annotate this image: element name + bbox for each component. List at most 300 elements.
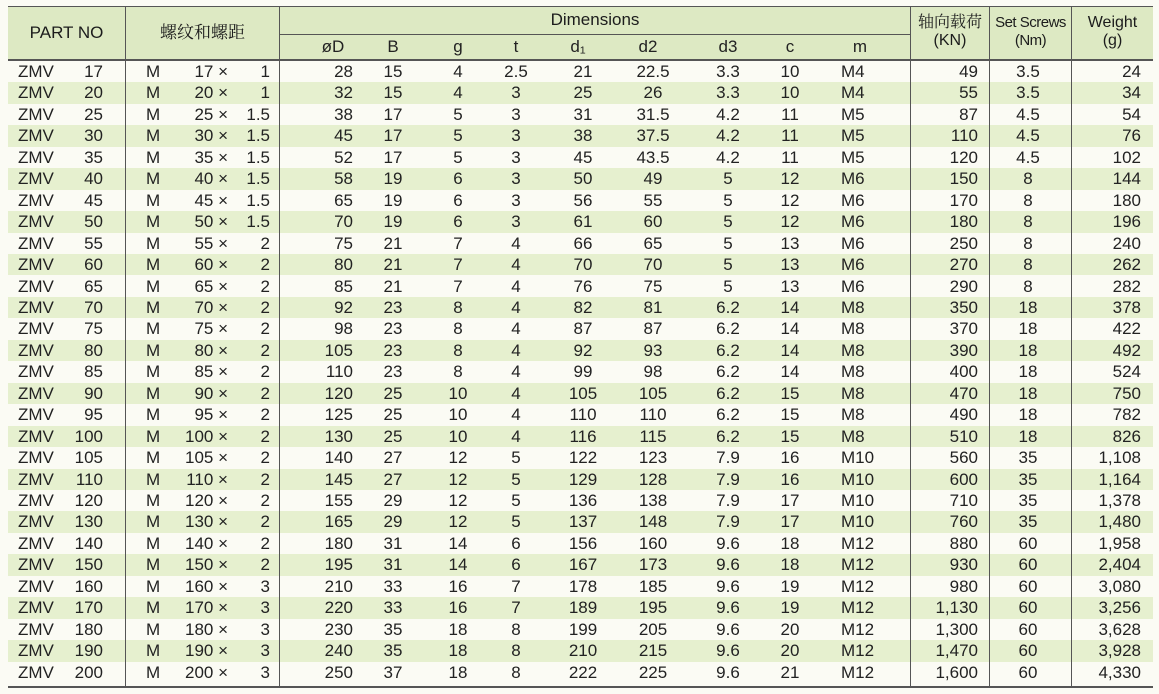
cell-od: 180 xyxy=(324,533,353,553)
cell-thread-pitch: 2 xyxy=(260,362,270,382)
cell-b: 15 xyxy=(383,62,403,81)
cell-thread-pitch: 2 xyxy=(260,555,270,575)
cell-part-size: 110 xyxy=(75,469,103,489)
cell-c: 19 xyxy=(780,598,800,618)
cell-thread-size: 60 × xyxy=(194,255,228,275)
cell-thread-pitch: 2 xyxy=(260,255,270,275)
cell-thread-m: M xyxy=(146,190,161,210)
cell-d3: 7.9 xyxy=(716,491,740,510)
cell-part-prefix: ZMV xyxy=(18,426,54,446)
cell-t: 7 xyxy=(511,598,521,618)
cell-thread-m: M xyxy=(146,619,161,639)
cell-d3: 7.9 xyxy=(716,512,740,532)
cell-thread-m: M xyxy=(146,62,161,81)
cell-d3: 3.3 xyxy=(716,83,740,103)
cell-m: M10 xyxy=(841,469,875,489)
cell-thread-m: M xyxy=(146,83,161,103)
cell-weight: 54 xyxy=(1122,104,1141,124)
cell-b: 31 xyxy=(383,555,403,575)
cell-part-prefix: ZMV xyxy=(18,362,54,382)
cell-thread-m: M xyxy=(146,469,161,489)
cell-axial-load: 560 xyxy=(949,448,978,468)
cell-thread-pitch: 3 xyxy=(260,576,270,596)
table-row xyxy=(8,619,1153,640)
cell-g: 12 xyxy=(448,491,468,510)
cell-c: 10 xyxy=(780,62,800,81)
cell-d2: 65 xyxy=(643,233,663,253)
cell-axial-load: 120 xyxy=(949,147,978,167)
cell-m: M10 xyxy=(841,512,875,532)
cell-axial-load: 49 xyxy=(959,62,978,81)
cell-od: 110 xyxy=(325,362,353,382)
col-g: g xyxy=(453,37,463,56)
table-row xyxy=(8,404,1153,425)
cell-weight: 196 xyxy=(1112,212,1141,232)
cell-g: 8 xyxy=(453,340,463,360)
cell-thread-m: M xyxy=(146,340,161,360)
cell-c: 15 xyxy=(780,426,800,446)
cell-set-screws: 60 xyxy=(1018,555,1038,575)
cell-thread-m: M xyxy=(146,233,161,253)
cell-b: 29 xyxy=(383,512,403,532)
cell-c: 18 xyxy=(780,555,800,575)
table-row xyxy=(8,254,1153,275)
cell-part-size: 40 xyxy=(84,169,103,189)
cell-thread-pitch: 1.5 xyxy=(246,104,270,124)
cell-d2: 22.5 xyxy=(636,62,670,81)
cell-m: M6 xyxy=(841,169,865,189)
cell-c: 20 xyxy=(780,641,800,661)
cell-t: 5 xyxy=(511,469,521,489)
cell-t: 4 xyxy=(511,276,521,296)
cell-set-screws: 60 xyxy=(1018,641,1038,661)
cell-set-screws: 18 xyxy=(1018,426,1038,446)
cell-part-size: 45 xyxy=(84,190,103,210)
cell-thread-size: 190 × xyxy=(184,641,228,661)
cell-thread-size: 55 × xyxy=(194,233,228,253)
cell-t: 4 xyxy=(511,319,521,339)
cell-axial-load: 930 xyxy=(949,555,978,575)
cell-axial-load: 760 xyxy=(949,512,978,532)
cell-axial-load: 87 xyxy=(959,104,978,124)
cell-thread-m: M xyxy=(146,512,161,532)
cell-m: M10 xyxy=(841,491,875,510)
cell-m: M6 xyxy=(841,276,865,296)
cell-set-screws: 18 xyxy=(1018,405,1038,425)
cell-thread-pitch: 3 xyxy=(260,619,270,639)
spec-table xyxy=(8,6,1153,688)
table-row xyxy=(8,533,1153,554)
cell-od: 98 xyxy=(334,319,353,339)
cell-part-size: 35 xyxy=(84,147,103,167)
cell-t: 3 xyxy=(511,212,521,232)
cell-d3: 9.6 xyxy=(716,598,740,618)
cell-t: 4 xyxy=(511,255,521,275)
cell-m: M12 xyxy=(841,598,875,618)
cell-part-prefix: ZMV xyxy=(18,383,54,403)
cell-m: M8 xyxy=(841,383,865,403)
cell-t: 5 xyxy=(511,448,521,468)
cell-d2: 148 xyxy=(638,512,668,532)
cell-weight: 180 xyxy=(1112,190,1141,210)
cell-od: 125 xyxy=(324,405,353,425)
cell-d2: 195 xyxy=(638,598,668,618)
col-d1: d₁ xyxy=(570,37,586,56)
cell-axial-load: 290 xyxy=(949,276,978,296)
cell-c: 19 xyxy=(780,576,800,596)
rule-v2 xyxy=(279,6,280,688)
cell-part-prefix: ZMV xyxy=(18,169,54,189)
cell-part-size: 160 xyxy=(74,576,103,596)
cell-axial-load: 270 xyxy=(949,255,978,275)
cell-thread-pitch: 2 xyxy=(260,276,270,296)
header-weight xyxy=(1072,6,1153,59)
cell-weight: 1,164 xyxy=(1098,469,1141,489)
cell-c: 13 xyxy=(780,276,800,296)
cell-thread-size: 80 × xyxy=(194,340,228,360)
cell-t: 3 xyxy=(511,147,521,167)
cell-c: 16 xyxy=(780,469,800,489)
cell-od: 80 xyxy=(334,255,353,275)
header-part-no xyxy=(8,6,125,59)
cell-d2: 173 xyxy=(638,555,668,575)
cell-d3: 9.6 xyxy=(716,555,740,575)
cell-weight: 1,958 xyxy=(1098,533,1141,553)
cell-axial-load: 980 xyxy=(949,576,978,596)
cell-thread-m: M xyxy=(146,383,161,403)
cell-c: 15 xyxy=(780,405,800,425)
cell-part-size: 60 xyxy=(84,255,103,275)
cell-weight: 750 xyxy=(1112,383,1141,403)
cell-thread-size: 70 × xyxy=(194,297,228,317)
cell-t: 3 xyxy=(511,169,521,189)
cell-part-prefix: ZMV xyxy=(18,276,54,296)
cell-b: 25 xyxy=(383,383,403,403)
cell-m: M6 xyxy=(841,190,865,210)
cell-b: 31 xyxy=(383,533,403,553)
cell-d3: 4.2 xyxy=(716,147,740,167)
table-row xyxy=(8,554,1153,575)
header-screws-label: Set Screws xyxy=(995,14,1066,31)
cell-b: 15 xyxy=(383,83,403,103)
cell-axial-load: 510 xyxy=(949,426,978,446)
cell-d1: 178 xyxy=(568,576,598,596)
cell-m: M10 xyxy=(841,448,875,468)
cell-part-prefix: ZMV xyxy=(18,491,54,510)
cell-b: 35 xyxy=(383,641,403,661)
table-row xyxy=(8,490,1153,511)
table-row xyxy=(8,147,1153,168)
cell-part-size: 170 xyxy=(74,598,103,618)
header-dimensions xyxy=(280,6,910,34)
cell-t: 4 xyxy=(511,340,521,360)
cell-thread-m: M xyxy=(146,448,161,468)
cell-set-screws: 18 xyxy=(1018,383,1038,403)
cell-part-size: 80 xyxy=(84,340,103,360)
cell-g: 7 xyxy=(453,276,463,296)
cell-thread-size: 75 × xyxy=(194,319,228,339)
table-row xyxy=(8,125,1153,146)
cell-c: 17 xyxy=(780,491,800,510)
cell-b: 17 xyxy=(383,147,403,167)
cell-d1: 21 xyxy=(573,62,593,81)
cell-c: 14 xyxy=(780,319,800,339)
header-weight-label: Weight xyxy=(1087,14,1138,31)
cell-m: M6 xyxy=(841,255,865,275)
cell-b: 19 xyxy=(383,169,403,189)
cell-m: M4 xyxy=(841,83,865,103)
cell-g: 4 xyxy=(453,83,463,103)
header-part-no-label: PART NO xyxy=(29,23,104,42)
cell-d1: 167 xyxy=(568,555,598,575)
cell-d2: 185 xyxy=(638,576,668,596)
cell-c: 12 xyxy=(780,169,800,189)
cell-part-prefix: ZMV xyxy=(18,598,54,618)
cell-axial-load: 390 xyxy=(949,340,978,360)
cell-thread-m: M xyxy=(146,147,161,167)
cell-d1: 45 xyxy=(573,147,593,167)
cell-part-size: 200 xyxy=(74,662,103,682)
cell-b: 27 xyxy=(383,448,403,468)
cell-part-size: 75 xyxy=(84,319,103,339)
cell-d1: 56 xyxy=(573,190,593,210)
cell-c: 14 xyxy=(780,340,800,360)
cell-part-prefix: ZMV xyxy=(18,104,54,124)
cell-weight: 76 xyxy=(1122,126,1141,146)
cell-m: M12 xyxy=(841,619,875,639)
cell-thread-m: M xyxy=(146,662,161,682)
rule-v5 xyxy=(1071,6,1072,688)
cell-thread-m: M xyxy=(146,255,161,275)
cell-d2: 93 xyxy=(643,340,663,360)
cell-axial-load: 710 xyxy=(949,491,978,510)
cell-set-screws: 8 xyxy=(1023,190,1033,210)
cell-od: 65 xyxy=(334,190,353,210)
cell-d1: 199 xyxy=(568,619,598,639)
cell-d3: 4.2 xyxy=(716,104,740,124)
cell-thread-pitch: 1 xyxy=(260,62,270,81)
cell-od: 240 xyxy=(324,641,353,661)
cell-thread-pitch: 2 xyxy=(260,405,270,425)
cell-weight: 1,480 xyxy=(1098,512,1141,532)
cell-thread-m: M xyxy=(146,297,161,317)
cell-b: 29 xyxy=(383,491,403,510)
cell-weight: 826 xyxy=(1112,426,1141,446)
cell-b: 19 xyxy=(383,212,403,232)
cell-weight: 1,108 xyxy=(1098,448,1141,468)
cell-thread-size: 110 × xyxy=(186,469,228,489)
cell-thread-size: 120 × xyxy=(184,491,228,510)
cell-thread-m: M xyxy=(146,276,161,296)
rule-v1 xyxy=(125,6,126,688)
cell-thread-pitch: 2 xyxy=(260,426,270,446)
rule-top xyxy=(8,6,1153,7)
cell-thread-m: M xyxy=(146,598,161,618)
cell-d3: 9.6 xyxy=(716,641,740,661)
cell-t: 8 xyxy=(511,619,521,639)
cell-axial-load: 490 xyxy=(949,405,978,425)
cell-t: 4 xyxy=(511,383,521,403)
cell-thread-size: 45 × xyxy=(194,190,228,210)
cell-od: 105 xyxy=(324,340,353,360)
cell-part-size: 140 xyxy=(74,533,103,553)
cell-thread-m: M xyxy=(146,405,161,425)
cell-od: 120 xyxy=(324,383,353,403)
cell-set-screws: 60 xyxy=(1018,662,1038,682)
cell-part-size: 95 xyxy=(84,405,103,425)
cell-b: 37 xyxy=(383,662,403,682)
cell-part-size: 120 xyxy=(74,491,103,510)
cell-t: 7 xyxy=(511,576,521,596)
cell-od: 230 xyxy=(324,619,353,639)
cell-part-prefix: ZMV xyxy=(18,190,54,210)
cell-d2: 115 xyxy=(639,426,667,446)
cell-t: 3 xyxy=(511,126,521,146)
cell-d2: 37.5 xyxy=(636,126,670,146)
cell-g: 10 xyxy=(448,426,468,446)
header-load-unit: (KN) xyxy=(933,32,967,49)
cell-weight: 492 xyxy=(1112,340,1141,360)
cell-t: 2.5 xyxy=(504,62,528,81)
cell-d1: 31 xyxy=(573,104,593,124)
cell-b: 19 xyxy=(383,190,403,210)
cell-weight: 34 xyxy=(1122,83,1141,103)
cell-d3: 3.3 xyxy=(716,62,740,81)
cell-od: 195 xyxy=(324,555,353,575)
table-row xyxy=(8,640,1153,661)
cell-od: 75 xyxy=(334,233,353,253)
cell-thread-size: 35 × xyxy=(194,147,228,167)
cell-thread-pitch: 1.5 xyxy=(246,190,270,210)
cell-thread-m: M xyxy=(146,641,161,661)
cell-d3: 6.2 xyxy=(716,405,740,425)
cell-thread-m: M xyxy=(146,169,161,189)
cell-d1: 92 xyxy=(573,340,593,360)
cell-d1: 87 xyxy=(573,319,593,339)
cell-d2: 60 xyxy=(643,212,663,232)
cell-c: 13 xyxy=(780,233,800,253)
rule-bottom xyxy=(8,686,1153,688)
cell-g: 14 xyxy=(448,533,468,553)
cell-thread-pitch: 2 xyxy=(260,297,270,317)
cell-g: 12 xyxy=(448,469,468,489)
header-screws xyxy=(990,6,1071,59)
cell-thread-pitch: 1.5 xyxy=(246,147,270,167)
cell-m: M8 xyxy=(841,426,865,446)
cell-g: 6 xyxy=(453,190,463,210)
table-row xyxy=(8,211,1153,232)
cell-d3: 6.2 xyxy=(716,319,740,339)
cell-thread-pitch: 3 xyxy=(260,641,270,661)
cell-set-screws: 8 xyxy=(1023,276,1033,296)
table-row xyxy=(8,276,1153,297)
cell-d2: 49 xyxy=(643,169,663,189)
table-row xyxy=(8,426,1153,447)
cell-od: 250 xyxy=(324,662,353,682)
cell-thread-m: M xyxy=(146,576,161,596)
cell-thread-size: 40 × xyxy=(194,169,228,189)
cell-m: M4 xyxy=(841,62,865,81)
cell-weight: 102 xyxy=(1112,147,1141,167)
cell-thread-pitch: 2 xyxy=(260,383,270,403)
cell-c: 10 xyxy=(780,83,800,103)
cell-b: 17 xyxy=(383,104,403,124)
table-row xyxy=(8,662,1153,683)
cell-d3: 7.9 xyxy=(716,469,740,489)
cell-thread-size: 180 × xyxy=(184,619,228,639)
cell-t: 6 xyxy=(511,533,521,553)
cell-t: 3 xyxy=(511,190,521,210)
cell-g: 14 xyxy=(448,555,468,575)
cell-d3: 4.2 xyxy=(716,126,740,146)
cell-part-size: 190 xyxy=(74,641,103,661)
cell-b: 21 xyxy=(383,233,403,253)
table-row xyxy=(8,61,1153,82)
cell-b: 23 xyxy=(383,297,403,317)
col-c: c xyxy=(785,37,795,56)
col-d3: d3 xyxy=(718,37,738,56)
cell-part-size: 85 xyxy=(84,362,103,382)
cell-set-screws: 35 xyxy=(1018,491,1038,510)
cell-d2: 123 xyxy=(638,448,668,468)
cell-b: 23 xyxy=(383,319,403,339)
cell-weight: 3,256 xyxy=(1098,598,1141,618)
cell-part-size: 30 xyxy=(84,126,103,146)
cell-thread-size: 105 × xyxy=(184,448,228,468)
cell-part-prefix: ZMV xyxy=(18,126,54,146)
cell-d2: 225 xyxy=(638,662,668,682)
cell-axial-load: 600 xyxy=(949,469,978,489)
cell-set-screws: 4.5 xyxy=(1016,147,1040,167)
cell-weight: 144 xyxy=(1112,169,1141,189)
cell-part-prefix: ZMV xyxy=(18,319,54,339)
cell-set-screws: 60 xyxy=(1018,619,1038,639)
cell-weight: 782 xyxy=(1112,405,1141,425)
cell-d3: 5 xyxy=(723,169,733,189)
cell-d2: 128 xyxy=(638,469,668,489)
cell-set-screws: 18 xyxy=(1018,297,1038,317)
cell-d1: 50 xyxy=(573,169,593,189)
cell-g: 8 xyxy=(453,297,463,317)
cell-m: M8 xyxy=(841,405,865,425)
cell-part-size: 105 xyxy=(74,448,103,468)
cell-od: 52 xyxy=(334,147,353,167)
cell-thread-m: M xyxy=(146,126,161,146)
cell-part-prefix: ZMV xyxy=(18,555,54,575)
cell-c: 14 xyxy=(780,362,800,382)
cell-c: 12 xyxy=(780,190,800,210)
cell-thread-size: 30 × xyxy=(194,126,228,146)
cell-od: 70 xyxy=(334,212,353,232)
cell-d2: 87 xyxy=(643,319,663,339)
cell-g: 10 xyxy=(448,405,468,425)
cell-weight: 3,080 xyxy=(1098,576,1141,596)
cell-d2: 105 xyxy=(638,383,668,403)
cell-d1: 99 xyxy=(573,362,593,382)
cell-part-size: 100 xyxy=(74,426,103,446)
cell-axial-load: 1,470 xyxy=(935,641,978,661)
cell-part-prefix: ZMV xyxy=(18,662,54,682)
cell-d1: 122 xyxy=(568,448,598,468)
cell-weight: 3,928 xyxy=(1098,641,1141,661)
cell-axial-load: 350 xyxy=(949,297,978,317)
cell-thread-size: 95 × xyxy=(194,405,228,425)
cell-thread-pitch: 2 xyxy=(260,340,270,360)
cell-m: M5 xyxy=(841,104,865,124)
cell-set-screws: 18 xyxy=(1018,362,1038,382)
cell-d1: 61 xyxy=(573,212,593,232)
cell-d3: 7.9 xyxy=(716,448,740,468)
